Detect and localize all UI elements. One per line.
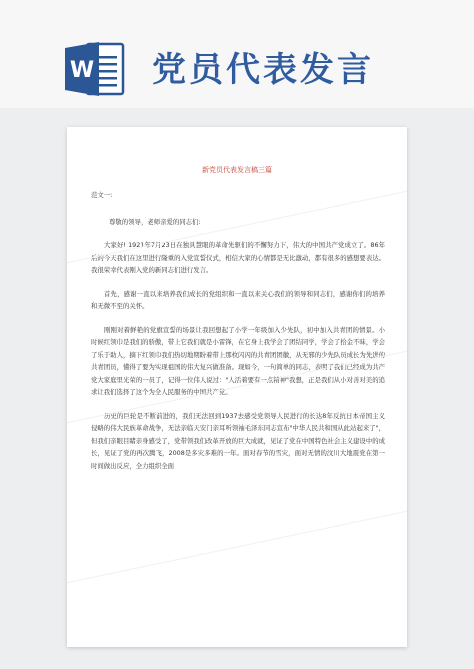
document-page <box>67 127 407 647</box>
svg-text:W: W <box>69 58 95 83</box>
paragraph: 历史的巨轮是不断前进的，我们无法回到1937去感受党领导人民进行的长达8年反抗日本帝国主义侵略的伟大民族革命战争，无法亲临天安门亲耳听领袖毛泽东同志宣布"中华人民共和国从此站起来了"，但我们亲眼目睹亲身感受了，党带领我们改革开放的巨大成就，见证了党在中国特色社会主义建设中的成长，见证了党的再次腾飞，2008是多灾多难的一年。面对春节的雪灾，面对无情的汶川大地震党在第一时间做出反应，全力组织全面 <box>91 411 385 470</box>
paragraph: 刚刚对着鲜艳的党旗宣誓的场景让我回想起了小学一年级加入少先队，初中加入共青团的情景。小时候红领巾是我们的骄傲，带上它我们就是小雷锋，在它身上我学会了团结同学，学会了拾金不昧，学会了乐于助人，摘下红领巾我们热切地期盼着带上那枚闪闪的共青团团徽，从无邪的少先队员成长为先进的共青团员，懂得了要为实现祖国的伟大复兴做准备。现如今，一句简单的同志，表明了我们已经成为共产党大家庭里光荣的一员了，记得一位伟人说过："人活着要有一点精神"我想，正是我们从小对善对美的追求让我们选择了这个为全人民服务的中国共产党。 <box>91 325 385 396</box>
paragraph: 大家好! 1921年7月23日在独具慧眼的革命先驱们的不懈努力下，伟大的中国共产党成立了。86年后的今天我们在这里进行隆重的入党宣誓仪式，相信大家的心情都是无比激动，都有很多的感想要表达。我很荣幸代表刚入党的新同志们进行发言。 <box>91 241 385 274</box>
banner-title: 党员代表发言 <box>152 50 374 90</box>
header-banner <box>0 0 474 118</box>
word-document-icon <box>65 40 125 98</box>
greeting: 尊敬的领导，老师亲爱的同志们: <box>109 217 201 226</box>
salutation: 范文一: <box>91 191 113 199</box>
document-title: 新党员代表发言稿三篇 <box>202 166 272 174</box>
paragraph: 首先，感谢一直以来培养我们成长的党组织和一直以来关心我们的领导和同志们，感谢你们的培养和无微不至的关怀。 <box>91 289 385 310</box>
